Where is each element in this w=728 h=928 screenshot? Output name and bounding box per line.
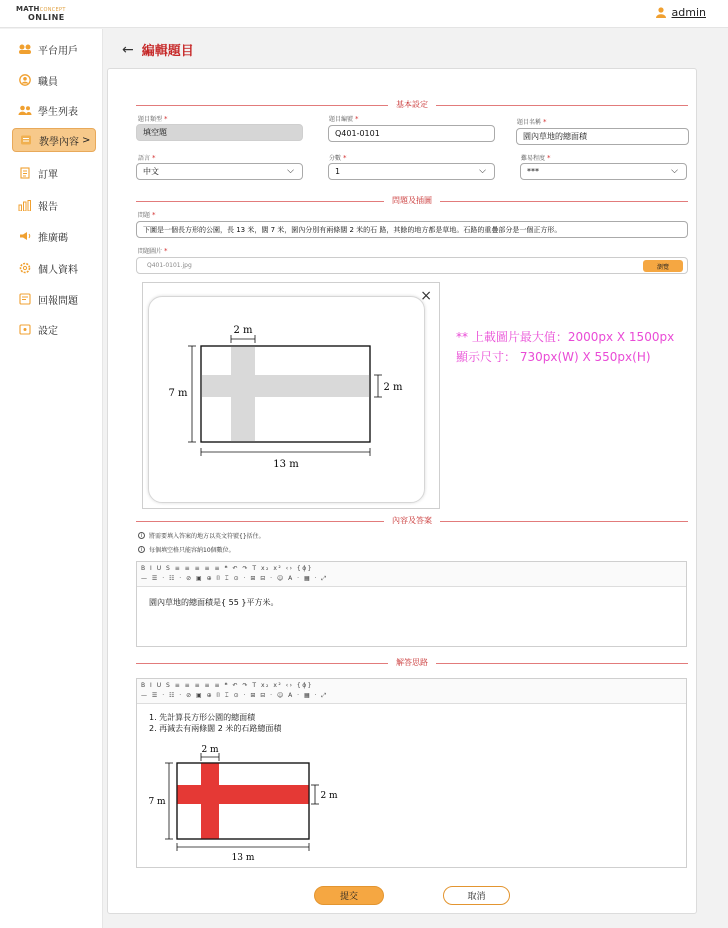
code-label: 題目編號 * [329,115,359,123]
section-question [136,196,688,206]
sidebar-item-label: 平台用戶 [38,45,78,57]
section-title: 內容及答案 [384,515,440,526]
chevron-down-icon: ⌵ [671,166,678,176]
browse-button[interactable]: 瀏覽 [643,260,683,272]
chevron-right-icon: > [82,134,91,146]
sidebar-item-platform-users[interactable] [12,37,96,61]
section-basic-settings [136,100,688,110]
users-icon [18,103,32,117]
sidebar-item-label: 訂單 [38,169,58,181]
difficulty-select[interactable]: *** ⌵ [520,163,687,180]
order-icon [18,166,32,180]
chevron-down-icon: ⌵ [479,166,486,176]
handshake-icon [18,42,32,56]
section-title: 基本設定 [388,99,436,110]
difficulty-label: 難易程度 * [521,154,551,162]
left-dimension-label: 7 m [168,388,188,399]
settings-icon [18,322,32,336]
answer-editor[interactable] [136,561,687,647]
section-title: 解答思路 [388,657,436,668]
language-select[interactable]: 中文 ⌵ [136,163,303,180]
bottom-dimension-label: 13 m [231,853,255,863]
logo-line1: MATH [16,5,40,13]
upload-size-note: ** 上載圖片最大值：2000px X 1500px [456,330,675,344]
image-label: 問題圖片 * [138,247,168,255]
logo-line1-sub: CONCEPT [39,7,66,13]
chart-icon [18,198,32,212]
report-icon [18,292,32,306]
answer-editor-body[interactable]: 園內草地的總面積是{ 55 }平方米。 [149,598,279,607]
back-arrow-icon[interactable]: ← [122,41,134,58]
sidebar-item-staff[interactable] [12,68,96,92]
user-name[interactable]: admin [671,6,706,19]
code-input[interactable]: Q401-0101 [328,125,495,142]
sidebar-item-promo-code[interactable] [12,224,96,248]
top-bar [0,0,728,28]
sidebar-item-settings[interactable] [12,317,96,341]
solution-editor-toolbar[interactable]: B I U S ≡ ≡ ≡ ≡ ≡ ❝ ↶ ↷ T x₂ x² ‹› {ɸ} — ☰ · ☷ · ⊘ ▣ ⊕ ⌷ ⌶ ⊙ · ⊞ ⊟ · ☺ A · ▦ · ⤢ [137,679,686,704]
right-dimension-label: 2 m [383,382,403,393]
right-dimension-label: 2 m [320,791,338,801]
sidebar [0,29,103,928]
cancel-button[interactable]: 取消 [443,886,510,905]
solution-diagram [147,743,347,865]
sidebar-item-label: 設定 [38,325,58,337]
sidebar-item-label: 職員 [38,76,58,88]
page-header [122,40,194,59]
section-solution [136,658,688,668]
solution-editor-body[interactable]: 1. 先計算長方形公園的總面積 2. 再減去有兩條闊 2 米的石路總面積 [149,713,282,733]
sidebar-item-label: 回報問題 [38,295,78,307]
sidebar-item-label: 學生列表 [38,106,78,118]
logo[interactable] [16,5,66,22]
sidebar-item-reports[interactable] [12,193,96,217]
chevron-down-icon: ⌵ [287,166,294,176]
sidebar-item-report-issue[interactable] [12,287,96,311]
image-preview [142,282,440,509]
gear-icon [18,261,32,275]
type-field: 填空題 [136,124,303,141]
type-label: 題目類型 * [138,115,168,123]
sidebar-item-students[interactable] [12,98,96,122]
sidebar-item-label: 推廣碼 [38,232,68,244]
preview-frame [148,296,425,503]
submit-button[interactable]: 提交 [314,886,384,905]
info-icon: i [138,546,145,553]
display-size-note: 顯示尺寸： 730px(W) X 550px(H) [456,350,651,364]
sidebar-item-teaching-content[interactable] [12,128,96,152]
section-title: 問題及插圖 [384,195,440,206]
language-label: 語言 * [138,154,156,162]
info-line: i 每個填空格只能容納10個數位。 [138,545,235,554]
info-line: i 將需要填入答案的地方以英文符號{}括住。 [138,531,265,540]
info-icon: i [138,532,145,539]
logo-line2: ONLINE [28,13,65,22]
section-content-answer [136,516,688,526]
park-diagram [149,297,426,504]
left-dimension-label: 7 m [148,797,166,807]
answer-editor-toolbar[interactable]: B I U S ≡ ≡ ≡ ≡ ≡ ❝ ↶ ↷ T x₂ x² ‹› {ɸ} — ☰ · ☷ · ⊘ ▣ ⊕ ⌷ ⌶ ⊙ · ⊞ ⊟ · ☺ A · ▦ · ⤢ [137,562,686,587]
name-input[interactable]: 園內草地的總面積 [516,128,689,145]
user-icon [656,7,666,18]
top-dimension-label: 2 m [233,325,253,336]
sidebar-item-profile[interactable] [12,256,96,280]
page-title: 編輯題目 [141,44,194,59]
book-icon [19,133,33,147]
staff-icon [18,73,32,87]
name-label: 題目名稱 * [517,118,547,126]
score-select[interactable]: 1 ⌵ [328,163,495,180]
megaphone-icon [18,229,32,243]
sidebar-item-label: 報告 [38,201,58,213]
sidebar-item-orders[interactable] [12,161,96,185]
user-menu[interactable] [656,6,706,19]
bottom-dimension-label: 13 m [273,459,299,470]
image-file-field[interactable]: Q401-0101.jpg 瀏覽 [136,257,688,274]
question-label: 問題 * [138,211,156,219]
sidebar-item-label: 教學內容 [39,136,79,148]
solution-editor[interactable] [136,678,687,868]
close-icon[interactable]: × [420,288,432,304]
top-dimension-label: 2 m [201,745,219,755]
score-label: 分數 * [329,154,347,162]
question-input[interactable]: 下圖是一個長方形的公園，長 13 米，闊 7 米，園內分別有兩條闊 2 米的石 路，其餘的地方都是草地。石路的重疊部分是一個正方形。 [136,221,688,238]
sidebar-item-label: 個人資料 [38,264,78,276]
